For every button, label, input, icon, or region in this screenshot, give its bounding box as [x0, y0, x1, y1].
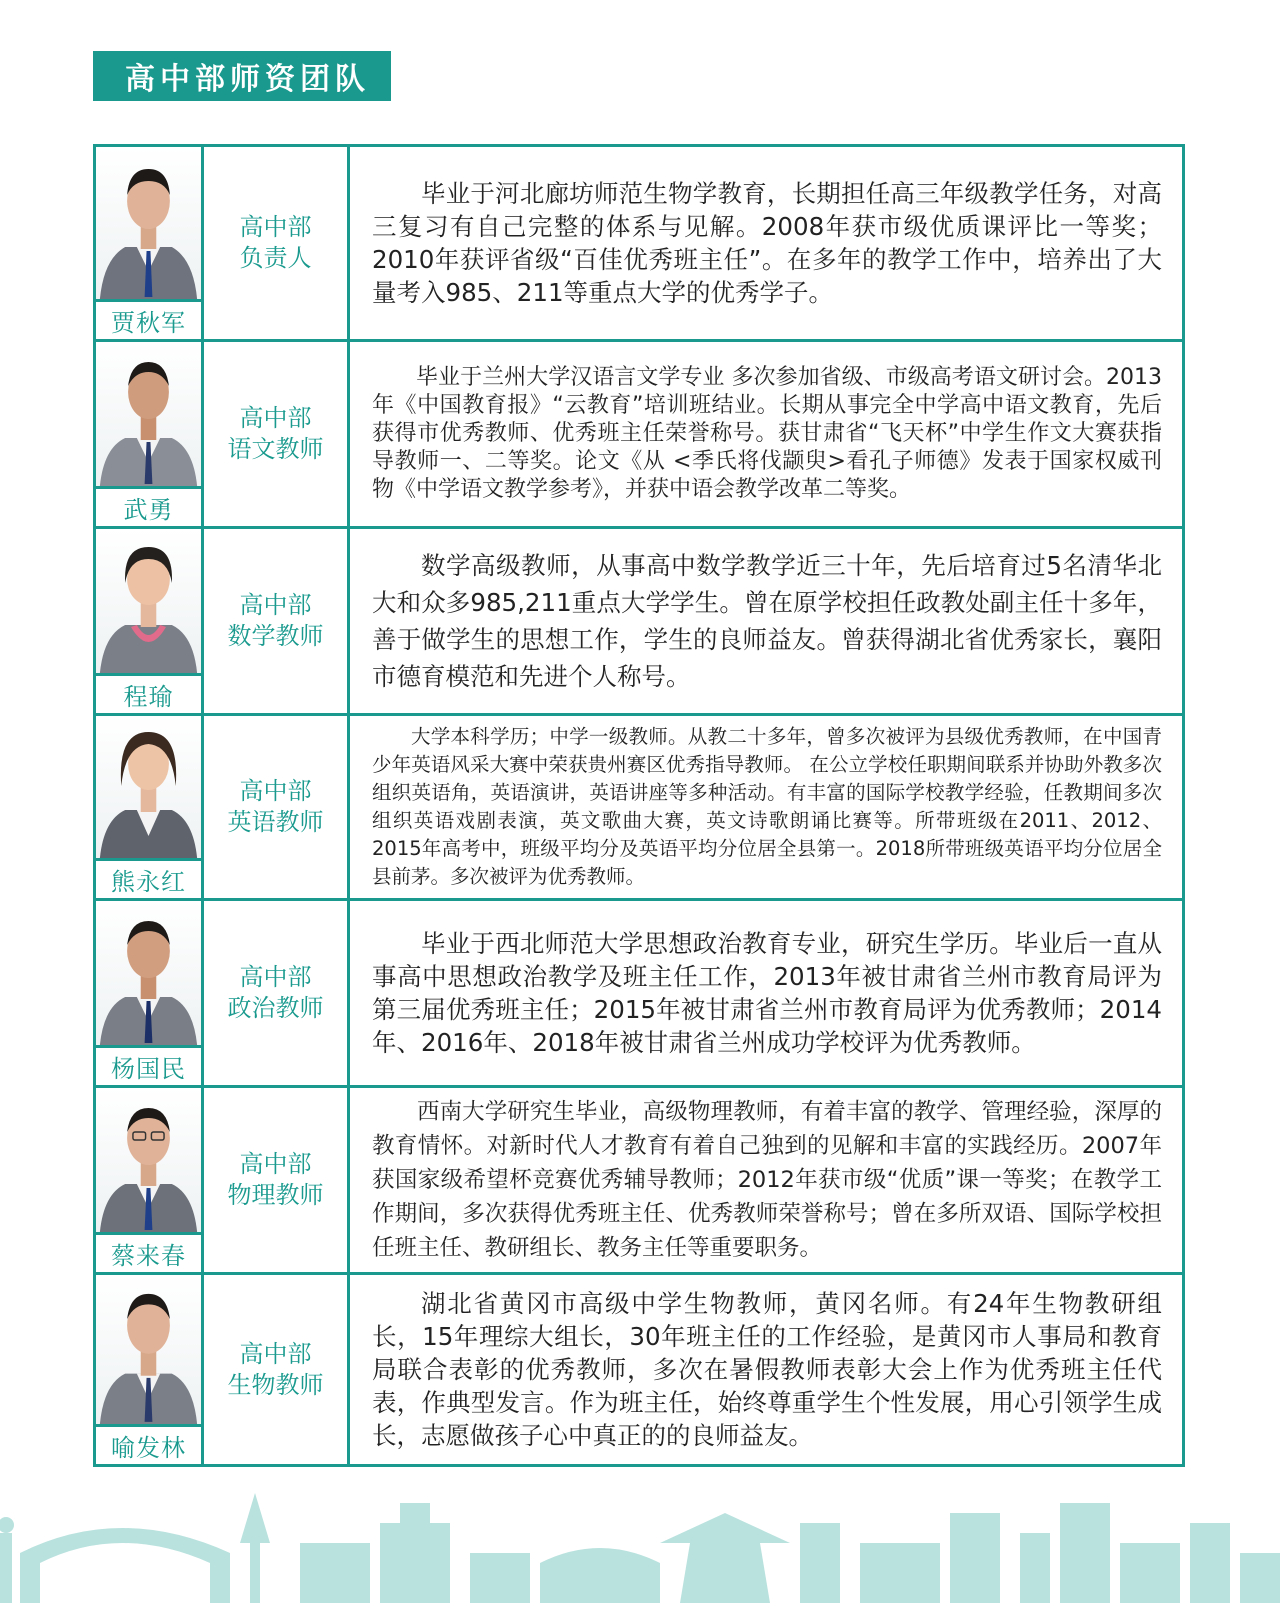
teacher-row [96, 713, 1182, 898]
teacher-role [204, 1275, 350, 1464]
teacher-desc-text: 湖北省黄冈市高级中学生物教师，黄冈名师。有24年生物教研组长，15年理综大组长，30年班主任的工作经验，是黄冈市人事局和教育局联合表彰的优秀教师，多次在暑假教师表彰大会上作为优秀班主任代表，作典型发言。作为班主任，始终尊重学生个性发展，用心引领学生成长，志愿做孩子心中真正的的良师益友。 [372, 1289, 1162, 1450]
teacher-photo [96, 901, 201, 1045]
teacher-desc-text: 大学本科学历；中学一级教师。从教二十多年，曾多次被评为县级优秀教师，在中国青少年英语风采大赛中荣获贵州赛区优秀指导教师。 在公立学校任职期间联系并协助外教多次组织英语角，英语演讲，英语讲座等多种活动。有丰富的国际学校教学经验，任教期间多次组织英语戏剧表演，英文歌曲大赛，英文诗歌朗诵比赛等。所带班级在2011、2012、2015年高考中，班级平均分及英语平均分位居全县第一。2018所带班级英语平均分位居全县前茅。多次被评为优秀教师。 [372, 725, 1162, 888]
teacher-photo [96, 147, 201, 299]
role-dept: 高中部 [239, 777, 312, 805]
teacher-role [204, 147, 350, 339]
teacher-desc [350, 529, 1182, 713]
teacher-desc [350, 1088, 1182, 1272]
teacher-photo [96, 716, 201, 858]
role-title: 语文教师 [227, 435, 324, 463]
teacher-name: 蔡来春 [96, 1232, 201, 1272]
teacher-role [204, 716, 350, 898]
role-dept: 高中部 [239, 1339, 312, 1368]
teacher-desc-text: 数学高级教师，从事高中数学教学近三十年，先后培育过5名清华北大和众多985,211重点大学学生。曾在原学校担任政教处副主任十多年，善于做学生的思想工作，学生的良师益友。曾获得湖北省优秀家长，襄阳市德育模范和先进个人称号。 [372, 551, 1162, 691]
role-title: 政治教师 [227, 994, 324, 1022]
teacher-name: 喻发林 [96, 1424, 201, 1464]
teacher-photo [96, 529, 201, 673]
role-title: 生物教师 [227, 1370, 324, 1399]
role-title: 数学教师 [227, 622, 324, 650]
teacher-desc-text: 毕业于兰州大学汉语言文学专业 多次参加省级、市级高考语文研讨会。2013年《中国教育报》“云教育”培训班结业。长期从事完全中学高中语文教育，先后获得市优秀教师、优秀班主任荣誉称号。获甘肃省“飞天杯”中学生作文大赛获指导教师一、二等奖。论文《从 <季氏将伐颛臾>看孔子师德》发表于国家权威刊物《中学语文教学参考》，并获中语会教学改革二等奖。 [372, 365, 1162, 502]
teacher-role [204, 1088, 350, 1272]
teacher-table [93, 144, 1185, 1467]
teacher-desc [350, 1275, 1182, 1464]
role-title: 负责人 [239, 244, 312, 272]
teacher-photo [96, 1088, 201, 1232]
teacher-photo [96, 1275, 201, 1424]
role-dept: 高中部 [239, 591, 312, 619]
section-title: 高中部师资团队 [93, 51, 391, 101]
city-skyline-decoration [0, 1483, 1280, 1603]
teacher-role [204, 529, 350, 713]
teacher-name: 贾秋军 [96, 299, 201, 339]
role-dept: 高中部 [239, 1150, 312, 1178]
teacher-name: 程瑜 [96, 673, 201, 713]
role-title: 物理教师 [227, 1181, 324, 1209]
role-dept: 高中部 [239, 963, 312, 991]
teacher-role [204, 901, 350, 1085]
teacher-desc [350, 342, 1182, 526]
teacher-desc [350, 147, 1182, 339]
teacher-name: 杨国民 [96, 1045, 201, 1085]
role-dept: 高中部 [239, 213, 312, 241]
teacher-row [96, 898, 1182, 1085]
teacher-name: 武勇 [96, 486, 201, 526]
teacher-row [96, 147, 1182, 339]
teacher-desc-text: 毕业于西北师范大学思想政治教育专业，研究生学历。毕业后一直从事高中思想政治教学及班主任工作，2013年被甘肃省兰州市教育局评为第三届优秀班主任；2015年被甘肃省兰州市教育局评为优秀教师；2014年、2016年、2018年被甘肃省兰州成功学校评为优秀教师。 [372, 929, 1162, 1057]
teacher-desc [350, 901, 1182, 1085]
teacher-row [96, 526, 1182, 713]
teacher-row [96, 1272, 1182, 1464]
role-title: 英语教师 [227, 808, 324, 836]
role-dept: 高中部 [239, 404, 312, 432]
teacher-desc-text: 毕业于河北廊坊师范生物学教育，长期担任高三年级教学任务，对高三复习有自己完整的体系与见解。2008年获市级优质课评比一等奖；2010年获评省级“百佳优秀班主任”。在多年的教学工作中，培养出了大量考入985、211等重点大学的优秀学子。 [372, 179, 1162, 307]
teacher-photo [96, 342, 201, 486]
teacher-row [96, 339, 1182, 526]
teacher-desc [350, 716, 1182, 898]
teacher-role [204, 342, 350, 526]
teacher-desc-text: 西南大学研究生毕业，高级物理教师，有着丰富的教学、管理经验，深厚的教育情怀。对新时代人才教育有着自己独到的见解和丰富的实践经历。2007年获国家级希望杯竞赛优秀辅导教师；2012年获市级“优质”课一等奖；在教学工作期间，多次获得优秀班主任、优秀教师荣誉称号；曾在多所双语、国际学校担任班主任、教研组长、教务主任等重要职务。 [372, 1099, 1162, 1261]
teacher-row [96, 1085, 1182, 1272]
teacher-name: 熊永红 [96, 858, 201, 898]
